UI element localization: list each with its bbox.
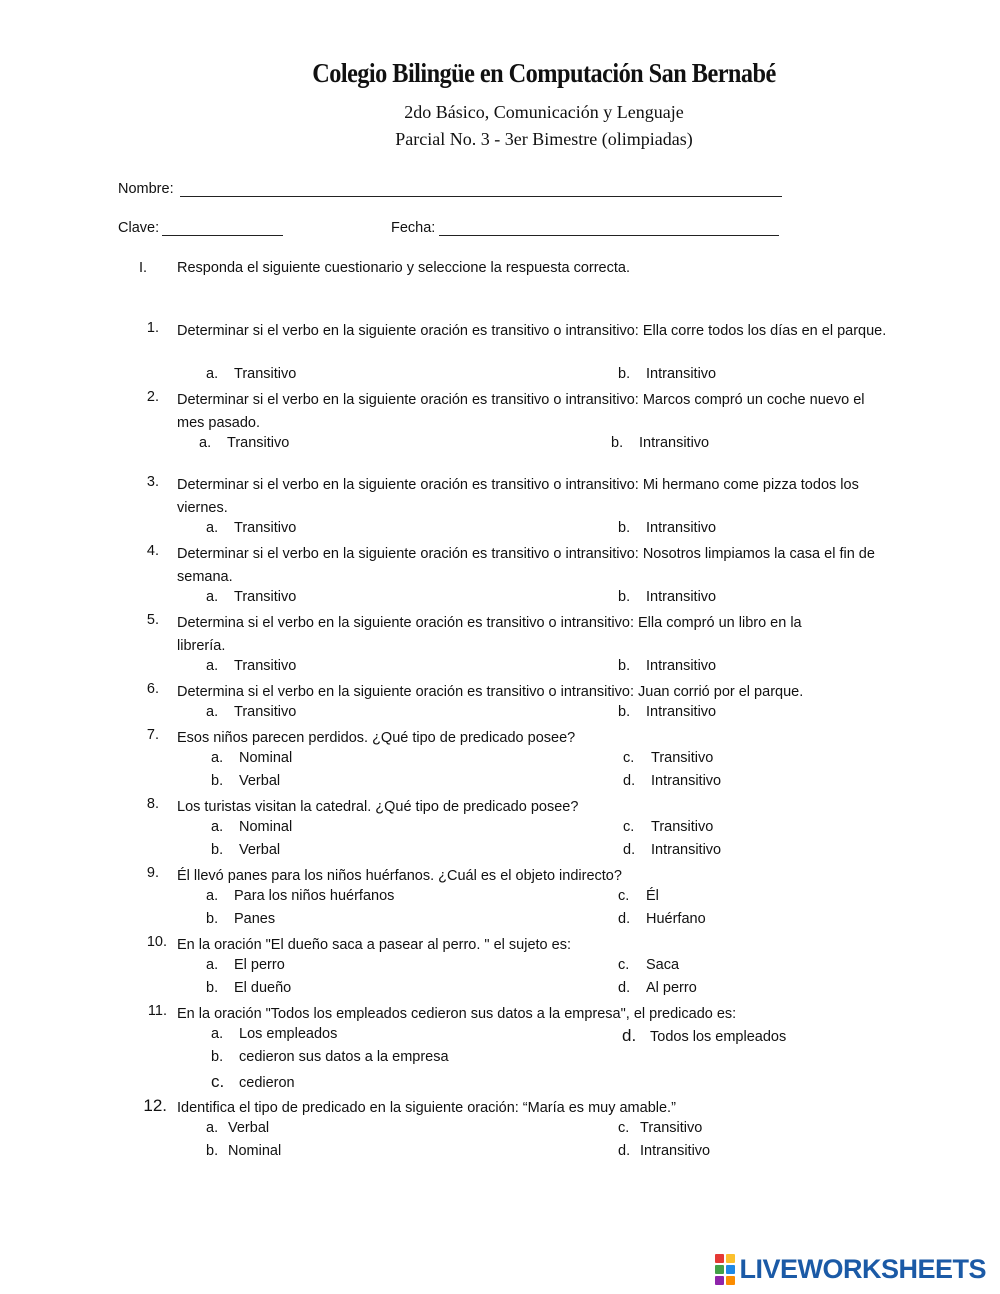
question-text: Los turistas visitan la catedral. ¿Qué tipo de predicado posee? xyxy=(177,799,579,815)
option-text: Intransitivo xyxy=(651,773,722,789)
section-number: I. xyxy=(139,260,148,276)
option-b[interactable] xyxy=(618,589,716,605)
option-letter: b. xyxy=(611,435,624,451)
option-b[interactable] xyxy=(206,1143,281,1159)
option-letter: d. xyxy=(618,911,631,927)
option-text: Saca xyxy=(646,957,680,973)
logo-block xyxy=(726,1254,735,1263)
question-number: 11. xyxy=(147,1003,167,1019)
option-letter: a. xyxy=(206,658,219,674)
option-letter: b. xyxy=(211,1049,224,1065)
option-d[interactable] xyxy=(623,842,721,858)
option-text: Transitivo xyxy=(234,520,297,536)
option-letter: c. xyxy=(618,888,630,904)
option-letter: d. xyxy=(622,1026,637,1045)
option-a[interactable] xyxy=(206,520,296,536)
option-text: Los empleados xyxy=(239,1026,338,1042)
option-letter: a. xyxy=(206,520,219,536)
option-b[interactable] xyxy=(611,435,709,451)
option-letter: a. xyxy=(206,366,219,382)
option-letter: b. xyxy=(618,520,631,536)
option-a[interactable] xyxy=(206,1120,269,1136)
option-text: Nominal xyxy=(239,750,293,766)
question-text: Determinar si el verbo en la siguiente oración es transitivo o intransitivo: Nosotros limpiamos la casa el fin de semana. xyxy=(177,546,875,585)
option-letter: c. xyxy=(623,819,635,835)
option-letter: b. xyxy=(211,773,224,789)
option-text: Transitivo xyxy=(234,704,297,720)
option-text: Verbal xyxy=(239,842,281,858)
option-b[interactable] xyxy=(618,366,716,382)
option-letter: c. xyxy=(623,750,635,766)
option-letter: a. xyxy=(206,1120,219,1136)
question-text: Identifica el tipo de predicado en la siguiente oración: “María es muy amable.” xyxy=(177,1100,676,1116)
option-letter: c. xyxy=(618,957,630,973)
option-text: Intransitivo xyxy=(646,704,717,720)
logo-block xyxy=(715,1265,724,1274)
school-title: Colegio Bilingüe en Computación San Bernabé xyxy=(312,58,776,88)
option-b[interactable] xyxy=(211,773,280,789)
option-letter: a. xyxy=(211,819,224,835)
option-letter: c. xyxy=(211,1072,225,1091)
option-a[interactable] xyxy=(211,750,292,766)
question-number: 6. xyxy=(146,681,159,697)
option-letter: b. xyxy=(206,911,219,927)
question-number: 2. xyxy=(146,389,159,405)
option-c[interactable] xyxy=(623,819,713,835)
question-number: 12. xyxy=(143,1096,167,1115)
option-letter: a. xyxy=(211,1026,224,1042)
option-c[interactable] xyxy=(211,1072,295,1092)
option-letter: b. xyxy=(618,366,631,382)
option-text: Huérfano xyxy=(646,911,706,927)
clave-label: Clave: xyxy=(118,220,160,236)
question-number: 9. xyxy=(146,865,159,881)
question-text: Determina si el verbo en la siguiente oración es transitivo o intransitivo: Juan corrió por el parque. xyxy=(177,684,804,700)
option-a[interactable] xyxy=(211,819,292,835)
question-number: 3. xyxy=(146,474,159,490)
nombre-field[interactable] xyxy=(180,196,782,197)
option-letter: b. xyxy=(206,980,219,996)
question-number: 4. xyxy=(146,543,159,559)
option-b[interactable] xyxy=(618,704,716,720)
option-letter: b. xyxy=(206,1143,219,1159)
option-a[interactable] xyxy=(206,366,296,382)
option-letter: a. xyxy=(199,435,212,451)
option-a[interactable] xyxy=(206,589,296,605)
option-text: Él xyxy=(646,888,659,904)
question-text: Determinar si el verbo en la siguiente oración es transitivo o intransitivo: Ella corre todos los días en el parque. xyxy=(177,323,887,339)
option-text: Intransitivo xyxy=(646,589,717,605)
question-text: En la oración "Todos los empleados cedieron sus datos a la empresa", el predicado es: xyxy=(177,1006,737,1022)
option-b[interactable] xyxy=(618,658,716,674)
question-number: 7. xyxy=(146,727,159,743)
option-d[interactable] xyxy=(623,773,721,789)
course-subtitle: 2do Básico, Comunicación y Lenguaje xyxy=(404,102,684,122)
question-text: Determinar si el verbo en la siguiente oración es transitivo o intransitivo: Mi hermano come pizza todos los viernes. xyxy=(177,477,859,516)
option-letter: d. xyxy=(623,773,636,789)
option-c[interactable] xyxy=(618,1120,702,1136)
option-b[interactable] xyxy=(211,1049,449,1065)
option-d[interactable] xyxy=(618,1143,710,1159)
option-b[interactable] xyxy=(206,911,275,927)
option-text: Verbal xyxy=(228,1120,270,1136)
question-number: 1. xyxy=(146,320,159,336)
option-c[interactable] xyxy=(618,957,679,973)
option-a[interactable] xyxy=(206,658,296,674)
logo-blocks-icon xyxy=(715,1254,735,1285)
option-letter: b. xyxy=(618,704,631,720)
question-text: Determina si el verbo en la siguiente oración es transitivo o intransitivo: Ella compró un libro en la librería. xyxy=(177,615,802,654)
option-text: cedieron xyxy=(239,1075,295,1091)
logo-block xyxy=(726,1265,735,1274)
option-c[interactable] xyxy=(623,750,713,766)
option-letter: a. xyxy=(206,589,219,605)
option-a[interactable] xyxy=(206,888,394,904)
question-number: 10. xyxy=(146,934,167,950)
option-text: Panes xyxy=(234,911,276,927)
option-letter: d. xyxy=(618,1143,631,1159)
option-a[interactable] xyxy=(206,704,296,720)
question-text: En la oración "El dueño saca a pasear al perro. " el sujeto es: xyxy=(177,937,571,953)
fecha-label: Fecha: xyxy=(391,220,436,236)
logo-block xyxy=(726,1276,735,1285)
option-letter: a. xyxy=(206,704,219,720)
option-b[interactable] xyxy=(206,980,291,996)
option-text: Intransitivo xyxy=(646,366,717,382)
section-instruction: Responda el siguiente cuestionario y seleccione la respuesta correcta. xyxy=(177,260,630,276)
liveworksheets-logo[interactable] xyxy=(715,1254,986,1285)
option-letter: c. xyxy=(618,1120,630,1136)
option-letter: b. xyxy=(211,842,224,858)
option-text: Intransitivo xyxy=(646,520,717,536)
option-text: Nominal xyxy=(228,1143,282,1159)
nombre-label: Nombre: xyxy=(118,181,174,197)
option-d[interactable] xyxy=(618,911,706,927)
logo-block xyxy=(715,1254,724,1263)
logo-wordmark: LIVEWORKSHEETS xyxy=(739,1254,986,1284)
option-letter: b. xyxy=(618,658,631,674)
fecha-field[interactable] xyxy=(439,235,779,236)
logo-block xyxy=(715,1276,724,1285)
option-letter: a. xyxy=(211,750,224,766)
option-text: Transitivo xyxy=(234,589,297,605)
option-d[interactable] xyxy=(622,1026,786,1046)
option-letter: a. xyxy=(206,957,219,973)
question-text: Esos niños parecen perdidos. ¿Qué tipo de predicado posee? xyxy=(177,730,576,746)
option-text: Intransitivo xyxy=(646,658,717,674)
option-text: Intransitivo xyxy=(651,842,722,858)
option-text: Intransitivo xyxy=(639,435,710,451)
option-d[interactable] xyxy=(618,980,697,996)
option-text: Para los niños huérfanos xyxy=(234,888,395,904)
option-text: Todos los empleados xyxy=(650,1029,787,1045)
option-a[interactable] xyxy=(211,1026,337,1042)
option-text: Transitivo xyxy=(651,819,714,835)
option-c[interactable] xyxy=(618,888,659,904)
option-text: Transitivo xyxy=(651,750,714,766)
option-text: El perro xyxy=(234,957,285,973)
option-b[interactable] xyxy=(618,520,716,536)
option-b[interactable] xyxy=(211,842,280,858)
option-text: Al perro xyxy=(646,980,697,996)
exam-subtitle: Parcial No. 3 - 3er Bimestre (olimpiadas) xyxy=(395,129,693,149)
option-text: Transitivo xyxy=(234,658,297,674)
option-a[interactable] xyxy=(199,435,289,451)
option-text: cedieron sus datos a la empresa xyxy=(239,1049,449,1065)
option-text: Verbal xyxy=(239,773,281,789)
option-letter: d. xyxy=(623,842,636,858)
option-letter: b. xyxy=(618,589,631,605)
option-text: Intransitivo xyxy=(640,1143,711,1159)
option-letter: a. xyxy=(206,888,219,904)
option-text: Transitivo xyxy=(227,435,290,451)
option-text: Transitivo xyxy=(640,1120,703,1136)
question-text: Él llevó panes para los niños huérfanos. ¿Cuál es el objeto indirecto? xyxy=(177,868,622,884)
question-text: Determinar si el verbo en la siguiente oración es transitivo o intransitivo: Marcos compró un coche nuevo el mes pasado. xyxy=(177,392,865,431)
option-text: Nominal xyxy=(239,819,293,835)
option-a[interactable] xyxy=(206,957,285,973)
question-number: 8. xyxy=(146,796,159,812)
option-letter: d. xyxy=(618,980,631,996)
question-number: 5. xyxy=(146,612,159,628)
option-text: El dueño xyxy=(234,980,292,996)
option-text: Transitivo xyxy=(234,366,297,382)
clave-field[interactable] xyxy=(162,235,283,236)
